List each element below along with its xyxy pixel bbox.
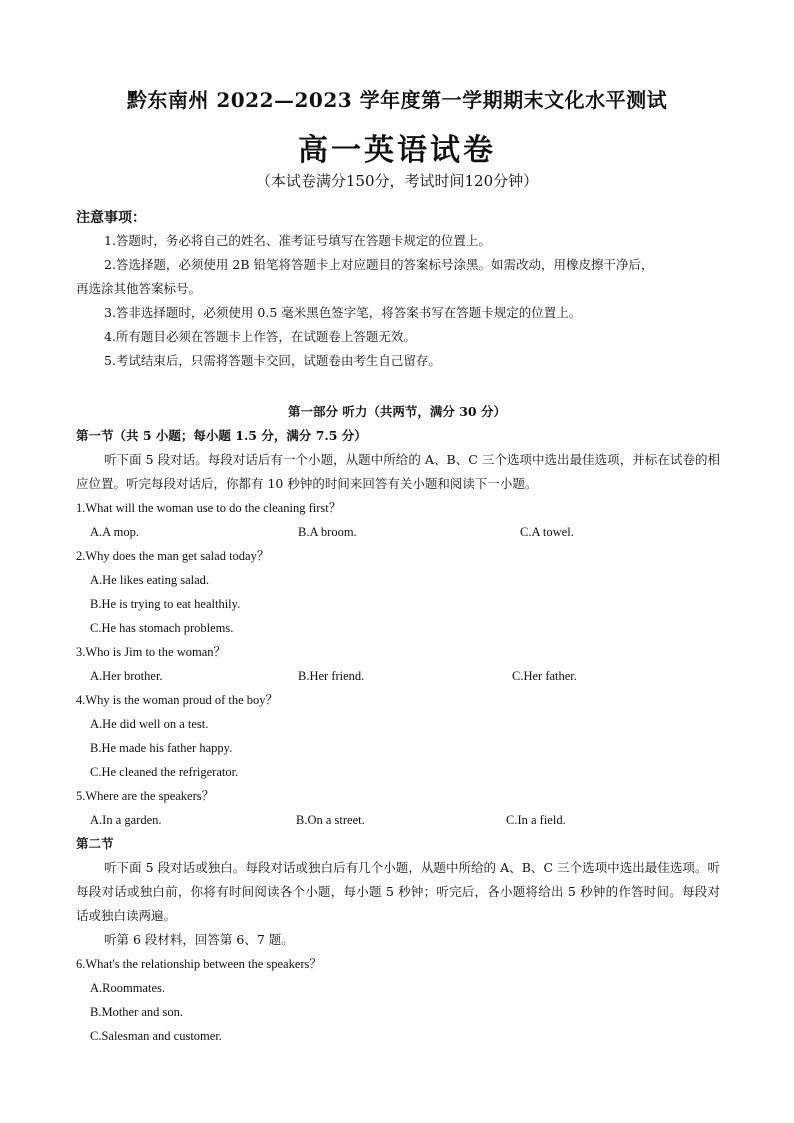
option-3b: B.Her friend. <box>298 669 365 683</box>
notice-title: 注意事项： <box>76 210 146 226</box>
question-6: 6.What's the relationship between the speakers？ <box>76 957 322 971</box>
section2-instructions <box>76 856 720 928</box>
section2-title: 第二节 <box>76 836 114 851</box>
option-6b: B.Mother and son. <box>90 1005 184 1019</box>
question-1: 1.What will the woman use to do the cleaning first？ <box>76 501 342 515</box>
option-1a: A.A mop. <box>90 525 139 539</box>
notice-item: 1.答题时，务必将自己的姓名、准考证号填写在答题卡规定的位置上。 <box>104 233 491 248</box>
notice-item: 2.答选择题，必须使用 2B 铅笔将答题卡上对应题目的答案标号涂黑。如需改动，用橡皮擦干净后， <box>104 257 654 272</box>
section1-title: 第一节（共 5 小题；每小题 1.5 分，满分 7.5 分） <box>76 428 367 443</box>
notice-list <box>76 229 726 373</box>
option-2a: A.He likes eating salad. <box>90 573 210 587</box>
option-4c: C.He cleaned the refrigerator. <box>90 765 239 779</box>
option-2b: B.He is trying to eat healthily. <box>90 597 241 611</box>
option-3c: C.Her father. <box>512 669 577 683</box>
question-5: 5.Where are the speakers？ <box>76 789 215 803</box>
material-note-text: 听第 6 段材料，回答第 6、7 题。 <box>104 932 294 947</box>
subject-title: 高一英语试卷 <box>298 133 496 168</box>
part1-title: 第一部分 听力（共两节，满分 30 分） <box>288 404 506 419</box>
instructions-text: 听下面 5 段对话。每段对话后有一个小题，从题中所给的 A、B、C 三个选项中选出最佳选项，并标在试卷的相应位置。听完每段对话后，你都有 10 秒钟的时间来回答有关小题和阅读下一小题。 <box>76 452 720 491</box>
option-1c: C.A towel. <box>520 525 574 539</box>
option-5c: C.In a field. <box>506 813 566 827</box>
option-4b: B.He made his father happy. <box>90 741 233 755</box>
notice-item: 5.考试结束后，只需将答题卡交回，试题卷由考生自己留存。 <box>104 353 441 368</box>
notice-item: 4.所有题目必须在答题卡上作答，在试题卷上答题无效。 <box>104 329 416 344</box>
section1-instructions <box>76 448 720 496</box>
question-4: 4.Why is the woman proud of the boy？ <box>76 693 279 707</box>
question-2: 2.Why does the man get salad today？ <box>76 549 270 563</box>
material-note <box>76 928 720 952</box>
option-1b: B.A broom. <box>298 525 357 539</box>
option-4a: A.He did well on a test. <box>90 717 209 731</box>
exam-title: 黔东南州 2022—2023 学年度第一学期期末文化水平测试 <box>126 88 668 112</box>
option-5b: B.On a street. <box>296 813 365 827</box>
option-6a: A.Roommates. <box>90 981 165 995</box>
notice-item: 再选涂其他答案标号。 <box>76 281 202 296</box>
notice-item: 3.答非选择题时，必须使用 0.5 毫米黑色签字笔，将答案书写在答题卡规定的位置上。 <box>104 305 582 320</box>
question-3: 3.Who is Jim to the woman？ <box>76 645 226 659</box>
option-3a: A.Her brother. <box>90 669 163 683</box>
option-6c: C.Salesman and customer. <box>90 1029 222 1043</box>
option-5a: A.In a garden. <box>90 813 162 827</box>
option-2c: C.He has stomach problems. <box>90 621 234 635</box>
exam-subtitle: （本试卷满分150分，考试时间120分钟） <box>255 172 539 190</box>
instructions-text: 听下面 5 段对话或独白。每段对话或独白后有几个小题，从题中所给的 A、B、C 三个选项中选出最佳选项。听每段对话或独白前，你将有时间阅读各个小题，每小题 5 秒钟；听完后，各小题将给出 5 秒钟的作答时间。每段对话或独白读两遍。 <box>76 860 720 923</box>
